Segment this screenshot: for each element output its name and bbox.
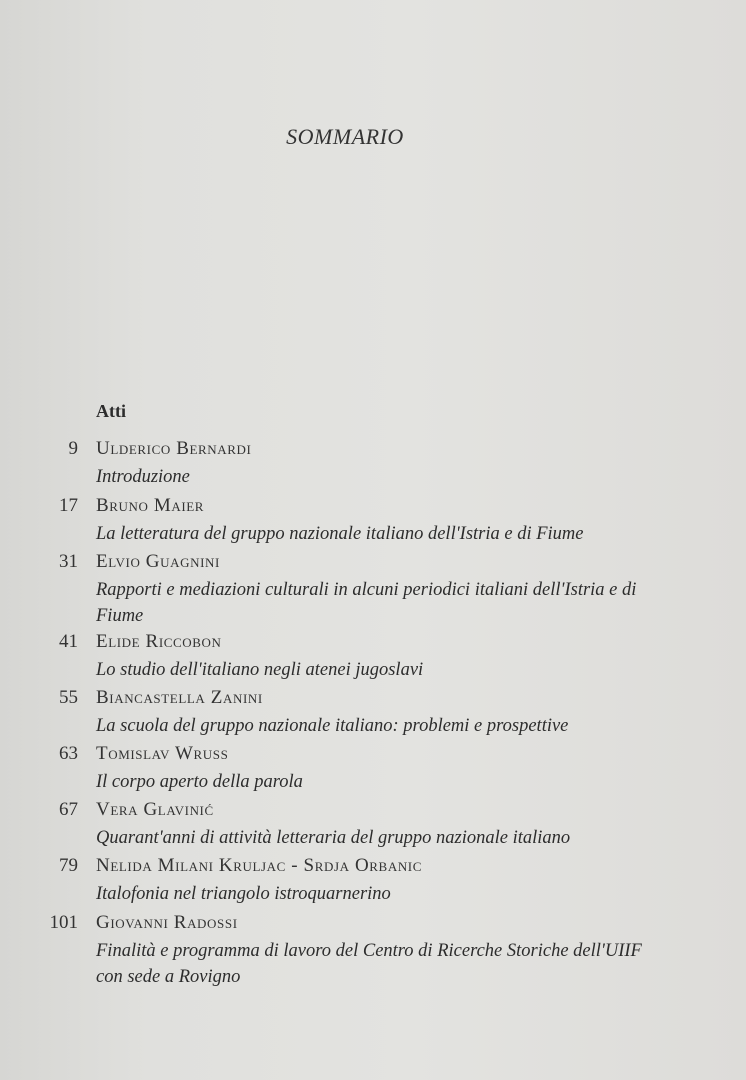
entry-title: Introduzione	[96, 467, 190, 487]
page-number: 55	[59, 687, 78, 708]
entry-title: La letteratura del gruppo nazionale italiano dell'Istria e di Fiume	[96, 524, 584, 544]
entry-author: Tomislav Wruss	[96, 743, 229, 764]
entry-title: Italofonia nel triangolo istroquarnerino	[96, 884, 391, 904]
page-number: 101	[49, 912, 78, 933]
page-number: 9	[68, 438, 78, 459]
entry-author: Elide Riccobon	[96, 631, 222, 652]
page-number: 79	[59, 855, 78, 876]
entry-author: Elvio Guagnini	[96, 551, 220, 572]
entry-author: Ulderico Bernardi	[96, 438, 252, 459]
page-number: 63	[59, 743, 78, 764]
page-number: 41	[59, 631, 78, 652]
page-number: 67	[59, 799, 78, 820]
entry-title: Rapporti e mediazioni culturali in alcuni periodici italiani dell'Istria e di Fiume	[96, 580, 637, 626]
entry-author: Nelida Milani Kruljac - Srdja Orbanic	[96, 855, 423, 876]
entry-title: Il corpo aperto della parola	[96, 772, 303, 792]
entry-title: Lo studio dell'italiano negli atenei jugoslavi	[96, 660, 424, 680]
entry-author: Vera Glavinić	[96, 799, 214, 820]
section-heading: Atti	[96, 401, 126, 421]
entry-title: Finalità e programma di lavoro del Centro di Ricerche Storiche dell'UIIF con sede a Rovigno	[96, 941, 642, 987]
entry-title: La scuola del gruppo nazionale italiano: problemi e prospettive	[96, 716, 569, 736]
entry-title: Quarant'anni di attività letteraria del gruppo nazionale italiano	[96, 828, 571, 848]
page-title: SOMMARIO	[286, 124, 404, 149]
page-number: 17	[59, 495, 78, 516]
entry-author: Giovanni Radossi	[96, 912, 238, 933]
entry-author: Biancastella Zanini	[96, 687, 263, 708]
entry-author: Bruno Maier	[96, 495, 205, 516]
page-number: 31	[59, 551, 78, 572]
